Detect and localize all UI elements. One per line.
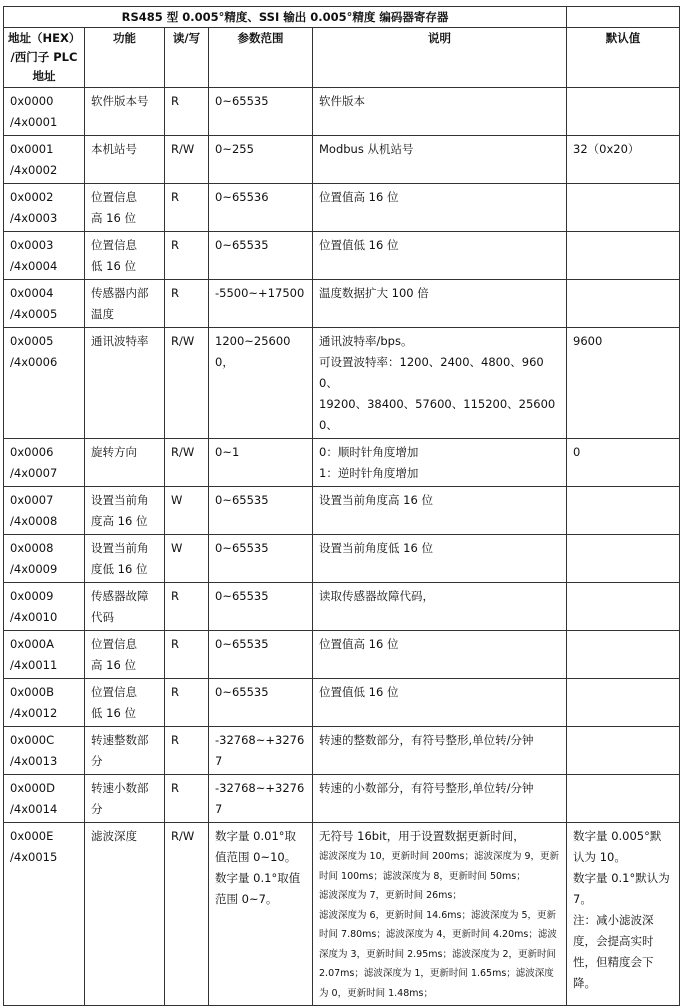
cell-description <box>313 439 567 487</box>
header-address-line: /西门子 PLC <box>10 50 78 64</box>
header-default: 默认值 <box>567 28 680 88</box>
function-line: 高 16 位 <box>91 658 136 672</box>
description-small-line: 滤波深度为 7，更新时间 26ms； <box>319 890 462 901</box>
table-row <box>4 583 680 631</box>
default-line: 降。 <box>573 976 597 990</box>
address-line: /4x0011 <box>10 658 58 672</box>
function-line: 传感器内部 <box>91 286 149 300</box>
cell-description <box>313 328 567 439</box>
default-line: 认为 10。 <box>573 850 626 864</box>
cell-range <box>209 679 313 727</box>
cell-address <box>4 823 85 1006</box>
default-line: 9600 <box>573 334 603 348</box>
function-line: 滤波深度 <box>91 829 137 843</box>
cell-range <box>209 775 313 823</box>
address-line: /4x0008 <box>10 514 58 528</box>
cell-address <box>4 184 85 232</box>
cell-range <box>209 535 313 583</box>
header-address <box>4 28 85 88</box>
function-line: 旋转方向 <box>91 445 137 459</box>
cell-description <box>313 727 567 775</box>
cell-function <box>85 679 165 727</box>
address-line: /4x0013 <box>10 754 58 768</box>
function-line: 度低 16 位 <box>91 562 148 576</box>
cell-range <box>209 631 313 679</box>
address-line: /4x0005 <box>10 307 58 321</box>
cell-rw: R <box>165 775 209 823</box>
table-title: RS485 型 0.005°精度、SSI 输出 0.005°精度 编码器寄存器 <box>4 7 567 28</box>
title-empty-cell <box>567 7 680 28</box>
function-line: 位置信息 <box>91 637 137 651</box>
range-line: 0~65535 <box>215 589 269 603</box>
description-line: 设置当前角度低 16 位 <box>319 541 433 555</box>
description-small-line: 为 0，更新时间 1.48ms； <box>319 987 433 999</box>
cell-address <box>4 727 85 775</box>
table-row <box>4 679 680 727</box>
table-row <box>4 280 680 328</box>
cell-address <box>4 535 85 583</box>
cell-default <box>567 823 680 1006</box>
header-range: 参数范围 <box>209 28 313 88</box>
cell-address <box>4 136 85 184</box>
table-row <box>4 439 680 487</box>
function-line: 分 <box>91 802 103 816</box>
function-line: 传感器故障 <box>91 589 149 603</box>
cell-function <box>85 328 165 439</box>
cell-rw: R <box>165 88 209 136</box>
cell-default <box>567 679 680 727</box>
cell-function <box>85 232 165 280</box>
address-line: /4x0003 <box>10 211 58 225</box>
cell-function <box>85 280 165 328</box>
address-line: /4x0012 <box>10 706 58 720</box>
description-small-line: 时间 100ms；滤波深度为 8，更新时间 50ms； <box>319 870 526 882</box>
cell-default <box>567 232 680 280</box>
cell-default <box>567 583 680 631</box>
header-address-line: 地址 <box>32 69 56 83</box>
cell-rw: R <box>165 280 209 328</box>
address-line: 0x0000 <box>10 94 54 108</box>
cell-address <box>4 88 85 136</box>
cell-rw: R/W <box>165 136 209 184</box>
default-line: 32（0x20） <box>573 142 640 156</box>
cell-default <box>567 184 680 232</box>
header-description: 说明 <box>313 28 567 88</box>
cell-rw: R <box>165 631 209 679</box>
description-line: 0：顺时针角度增加 <box>319 445 419 459</box>
cell-rw: R <box>165 679 209 727</box>
default-line: 性，但精度会下 <box>573 955 654 969</box>
cell-description <box>313 679 567 727</box>
cell-range <box>209 328 313 439</box>
address-line: 0x0006 <box>10 445 54 459</box>
function-line: 软件版本号 <box>91 94 149 108</box>
table-row <box>4 727 680 775</box>
cell-default <box>567 487 680 535</box>
description-line: 设置当前角度高 16 位 <box>319 493 433 507</box>
cell-default <box>567 775 680 823</box>
description-line: 1：逆时针角度增加 <box>319 466 419 480</box>
description-small-line: 深度为 3，更新时间 2.95ms；滤波深度为 2，更新时间 <box>319 948 557 960</box>
table-row <box>4 631 680 679</box>
cell-function <box>85 184 165 232</box>
cell-rw: W <box>165 487 209 535</box>
default-line: 注：减小滤波深 <box>573 913 654 927</box>
address-line: 0x0008 <box>10 541 54 555</box>
cell-function <box>85 775 165 823</box>
function-line: 代码 <box>91 610 114 624</box>
cell-address <box>4 631 85 679</box>
description-line: 位置值高 16 位 <box>319 190 399 204</box>
header-rw: 读/写 <box>165 28 209 88</box>
cell-description <box>313 487 567 535</box>
function-line: 高 16 位 <box>91 211 136 225</box>
cell-rw: R/W <box>165 439 209 487</box>
default-line: 度，会提高实时 <box>573 934 654 948</box>
function-line: 度高 16 位 <box>91 514 148 528</box>
address-line: 0x000D <box>10 781 55 795</box>
range-line: -32768~+32767 <box>215 733 305 768</box>
address-line: 0x000B <box>10 685 54 699</box>
table-row <box>4 88 680 136</box>
range-line: -32768~+32767 <box>215 781 305 816</box>
cell-range <box>209 136 313 184</box>
range-line: 范围 0~7。 <box>215 892 278 906</box>
default-line: 数字量 0.005°默 <box>573 829 662 843</box>
function-line: 转速小数部 <box>91 781 149 795</box>
range-line: 0~65536 <box>215 190 269 204</box>
header-address-line: 地址（HEX） <box>8 31 81 45</box>
range-line: 0~65535 <box>215 541 269 555</box>
cell-default <box>567 280 680 328</box>
address-line: 0x0003 <box>10 238 54 252</box>
function-line: 设置当前角 <box>91 541 149 555</box>
range-line: 0~65535 <box>215 94 269 108</box>
cell-range <box>209 727 313 775</box>
cell-description <box>313 232 567 280</box>
range-line: 数字量 0.01°取 <box>215 829 297 843</box>
cell-address <box>4 487 85 535</box>
description-line: 读取传感器故障代码， <box>319 589 434 603</box>
address-line: /4x0010 <box>10 610 58 624</box>
function-line: 本机站号 <box>91 142 137 156</box>
address-line: 0x0007 <box>10 493 54 507</box>
description-small-line: 2.07ms；滤波深度为 1，更新时间 1.65ms；滤波深度 <box>319 968 554 979</box>
default-line: 数字量 0.1°默认为 <box>573 871 670 885</box>
cell-range <box>209 280 313 328</box>
function-line: 分 <box>91 754 103 768</box>
address-line: /4x0007 <box>10 466 58 480</box>
address-line: /4x0001 <box>10 115 58 129</box>
cell-description <box>313 535 567 583</box>
cell-description <box>313 823 567 1006</box>
table-row-filter <box>4 823 680 1006</box>
range-line: 0~65535 <box>215 238 269 252</box>
cell-default <box>567 727 680 775</box>
cell-default <box>567 631 680 679</box>
cell-address <box>4 328 85 439</box>
cell-function <box>85 583 165 631</box>
cell-description <box>313 136 567 184</box>
description-line: 通讯波特率/bps。 <box>319 334 413 348</box>
cell-description <box>313 280 567 328</box>
cell-range <box>209 88 313 136</box>
cell-address <box>4 583 85 631</box>
cell-range <box>209 487 313 535</box>
cell-default <box>567 535 680 583</box>
cell-range <box>209 823 313 1006</box>
table-row <box>4 775 680 823</box>
cell-range <box>209 439 313 487</box>
function-line: 转速整数部 <box>91 733 149 747</box>
description-small-line: 时间 7.80ms；滤波深度为 4，更新时间 4.20ms；滤波 <box>319 929 557 940</box>
address-line: /4x0009 <box>10 562 58 576</box>
cell-function <box>85 535 165 583</box>
cell-description <box>313 184 567 232</box>
cell-address <box>4 232 85 280</box>
function-line: 位置信息 <box>91 238 137 252</box>
description-small-line: 滤波深度为 6，更新时间 14.6ms；滤波深度为 5，更新 <box>319 909 557 921</box>
address-line: /4x0015 <box>10 850 58 864</box>
cell-range <box>209 232 313 280</box>
cell-rw: R/W <box>165 328 209 439</box>
description-line: 温度数据扩大 100 倍 <box>319 286 429 300</box>
description-line: 19200、38400、57600、115200、256000、 <box>319 397 556 432</box>
table-row <box>4 232 680 280</box>
cell-rw: R <box>165 583 209 631</box>
address-line: 0x0009 <box>10 589 54 603</box>
cell-rw: R <box>165 727 209 775</box>
cell-rw: R <box>165 184 209 232</box>
table-row <box>4 487 680 535</box>
cell-range <box>209 184 313 232</box>
function-line: 低 16 位 <box>91 706 136 720</box>
range-line: 0~65535 <box>215 685 269 699</box>
cell-rw: W <box>165 535 209 583</box>
range-line: 0~65535 <box>215 637 269 651</box>
table-row <box>4 328 680 439</box>
cell-range <box>209 583 313 631</box>
cell-function <box>85 727 165 775</box>
cell-address <box>4 679 85 727</box>
default-line: 0 <box>573 445 581 459</box>
range-line: 0~65535 <box>215 493 269 507</box>
cell-address <box>4 775 85 823</box>
address-line: 0x0005 <box>10 334 54 348</box>
cell-rw: R/W <box>165 823 209 1006</box>
table-row <box>4 136 680 184</box>
cell-default <box>567 328 680 439</box>
cell-address <box>4 439 85 487</box>
range-line: 0~255 <box>215 142 254 156</box>
range-line: 1200~256000， <box>215 334 291 369</box>
header-function: 功能 <box>85 28 165 88</box>
register-table <box>3 6 680 1006</box>
address-line: 0x0004 <box>10 286 54 300</box>
description-line: Modbus 从机站号 <box>319 142 414 156</box>
cell-description <box>313 775 567 823</box>
range-line: 数字量 0.1°取值 <box>215 871 301 885</box>
function-line: 通讯波特率 <box>91 334 149 348</box>
range-line: -5500~+17500 <box>215 286 305 300</box>
table-row <box>4 184 680 232</box>
description-line: 位置值低 16 位 <box>319 238 399 252</box>
cell-function <box>85 88 165 136</box>
address-line: 0x000A <box>10 637 54 651</box>
description-line: 位置值高 16 位 <box>319 637 399 651</box>
table-row <box>4 535 680 583</box>
address-line: /4x0004 <box>10 259 58 273</box>
function-line: 位置信息 <box>91 190 137 204</box>
cell-description <box>313 583 567 631</box>
description-main: 无符号 16bit，用于设置数据更新时间， <box>319 829 525 843</box>
address-line: 0x000C <box>10 733 55 747</box>
cell-address <box>4 280 85 328</box>
cell-default <box>567 439 680 487</box>
cell-default <box>567 136 680 184</box>
range-line: 值范围 0~10。 <box>215 850 297 864</box>
address-line: 0x000E <box>10 829 54 843</box>
function-line: 低 16 位 <box>91 259 136 273</box>
cell-rw: R <box>165 232 209 280</box>
address-line: 0x0001 <box>10 142 54 156</box>
function-line: 温度 <box>91 307 114 321</box>
description-line: 位置值低 16 位 <box>319 685 399 699</box>
cell-function <box>85 487 165 535</box>
description-line: 转速的整数部分，有符号整形,单位转/分钟 <box>319 733 534 747</box>
cell-default <box>567 88 680 136</box>
description-line: 转速的小数部分，有符号整形,单位转/分钟 <box>319 781 534 795</box>
address-line: /4x0006 <box>10 355 58 369</box>
cell-function <box>85 631 165 679</box>
address-line: /4x0014 <box>10 802 58 816</box>
function-line: 设置当前角 <box>91 493 149 507</box>
cell-function <box>85 136 165 184</box>
description-line: 可设置波特率：1200、2400、4800、9600、 <box>319 355 544 390</box>
cell-description <box>313 88 567 136</box>
description-small-line: 滤波深度为 10，更新时间 200ms；滤波深度为 9，更新 <box>319 851 560 862</box>
description-line: 软件版本 <box>319 94 365 108</box>
range-line: 0~1 <box>215 445 240 459</box>
table-body <box>4 88 680 823</box>
default-line: 7。 <box>573 892 592 906</box>
cell-function <box>85 823 165 1006</box>
cell-function <box>85 439 165 487</box>
register-table-container <box>3 6 680 1006</box>
cell-description <box>313 631 567 679</box>
address-line: 0x0002 <box>10 190 54 204</box>
address-line: /4x0002 <box>10 163 58 177</box>
function-line: 位置信息 <box>91 685 137 699</box>
